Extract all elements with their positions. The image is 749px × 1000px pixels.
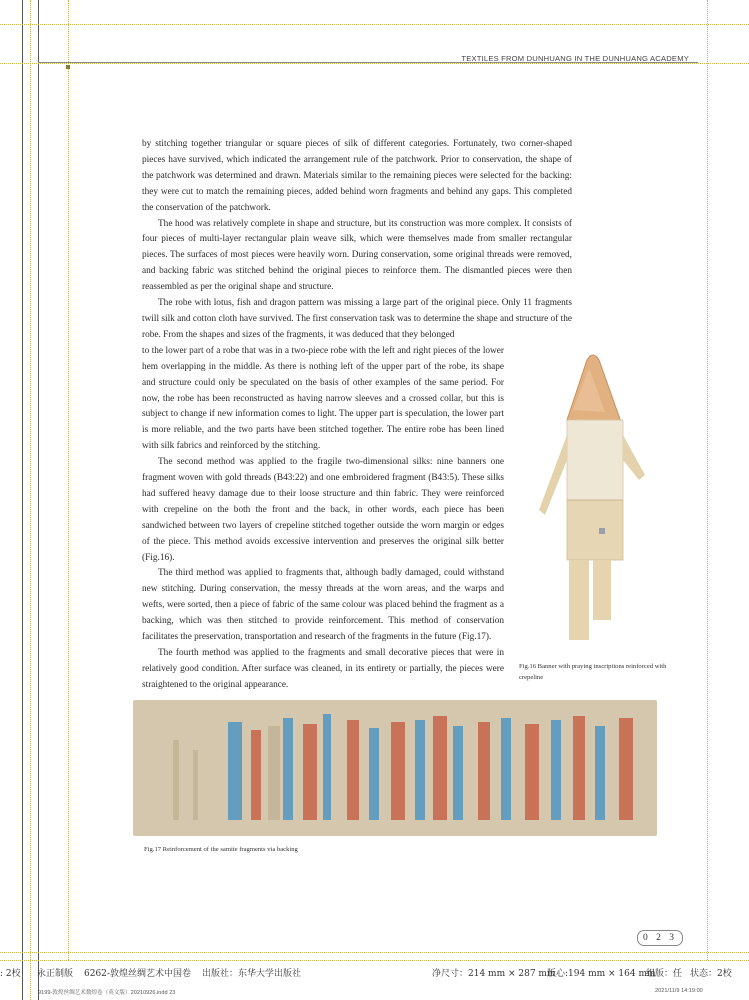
samite-band	[433, 716, 447, 820]
body-text	[142, 137, 572, 694]
samite-band	[369, 728, 379, 820]
samite-band	[173, 740, 179, 820]
samite-band	[283, 718, 293, 820]
banner-lower-panel	[567, 500, 623, 560]
samite-band	[193, 750, 198, 820]
fig16-caption: Fig.16 Banner with praying inscriptions reinforced with crepeline	[519, 663, 667, 681]
samite-band	[478, 722, 490, 820]
paragraph-robe-wide: The robe with lotus, fish and dragon pattern was missing a large part of the original piece. Only 11 fragments twill silk and cotton cloth have survived. The first conservation task was to determine the shape and structure of the robe. From the shapes and sizes of the fragments, it was deduced that they belonged	[142, 298, 572, 340]
samite-band	[415, 720, 425, 820]
bleed-line-top	[0, 24, 749, 25]
margin-line-bottom	[0, 952, 749, 953]
samite-band	[453, 726, 463, 820]
samite-band	[323, 714, 331, 820]
margin-line-left	[68, 0, 69, 960]
samite-band	[595, 726, 605, 820]
crop-line-left	[22, 0, 23, 1000]
banner-tail-right	[593, 560, 611, 620]
slug-status: 状态：2校	[690, 969, 732, 979]
banner-figure	[517, 350, 658, 650]
slug-publisher: 出版社：东华大学出版社	[202, 969, 302, 979]
samite-band	[268, 726, 280, 820]
running-head: TEXTILES FROM DUNHUANG IN THE DUNHUANG ACADEMY	[461, 54, 689, 63]
slug-type-area: 版心:194 mm × 164 mm	[547, 969, 656, 979]
samite-band	[347, 720, 359, 820]
page-number: 0 2 3	[637, 930, 683, 946]
corner-marker	[66, 65, 70, 69]
trim-line-bottom	[0, 960, 749, 961]
paragraph-robe	[142, 296, 572, 455]
paragraph-second-method: The second method was applied to the fragile two-dimensional silks: nine banners one fragment woven with gold threads (B43:22) and one embroidered fragment (B43:5). These silks had suffered heavy damage due to their loose structure and thin fabric. They were reinforced with crepeline on the both the front and the back, in other words, each piece has been sandwiched between two layers of crepeline stitched together outside the worn margin or edges of the piece. This method avoids excessive intervention and preserves the original silk better (Fig.16).	[142, 457, 504, 563]
samite-fragments-figure	[133, 700, 657, 836]
banner-upper-panel	[567, 420, 623, 500]
slug-printer: 永正制版	[37, 969, 74, 979]
samite-band	[501, 718, 511, 820]
samite-band	[619, 718, 633, 820]
paragraph-robe-narrow: to the lower part of a robe that was in a two-piece robe with the left and right pieces of the lower hem overlapping in the middle. As there is nothing left of the upper part of the robe, its shape and structure could only be speculated on the basis of other examples of the same period. For now, the robe has been reconstructed as having narrow sleeves and a crossed collar, but this is subject to change if new information comes to light. The upper part is speculation, the lower part is more reliable, and the two parts have been stitched together. The entire robe has been lined with silk fabrics and reinforced by the stitching.	[142, 345, 504, 452]
slug-timestamp: 2021/11/9 14:19:00	[655, 988, 703, 994]
printer-slug	[0, 966, 749, 982]
fig17-caption: Fig.17 Reinforcement of the samite fragments via backing	[144, 846, 298, 853]
samite-band	[573, 716, 585, 820]
paragraph-third-method: The third method was applied to fragments that, although badly damaged, could withstand new stitching. During conservation, the messy threads at the worn areas, and the warps and wefts, were sorted, then a piece of fabric of the same colour was placed behind the fragment as a backing, which was then stitched to provide reinforcement. This method of conservation facilitates the preservation, transportation and research of the fragments in the future (Fig.17).	[142, 568, 504, 643]
crop-line-left-inner	[38, 0, 39, 1000]
bleed-line-left	[30, 0, 31, 1000]
slug-left-edge: : 2校	[0, 969, 21, 979]
paragraph-hood: The hood was relatively complete in shape and structure, but its construction was more complex. It consists of four pieces of multi-layer rectangular plain weave silk, which were themselves made from smaller rectangular pieces. The surfaces of most pieces were heavily worn. During conservation, some original threads were removed, and backing fabric was stitched behind the original pieces to reinforce them. The dismantled pieces were then reassembled as per the original shape and structure.	[142, 218, 572, 293]
paragraph-fourth-method: The fourth method was applied to the fragments and small decorative pieces that were in relatively good condition. After surface was cleaned, in its entirety or partially, the pieces were straightened to the original appearance.	[142, 648, 504, 690]
samite-band	[551, 720, 561, 820]
samite-band	[303, 724, 317, 820]
margin-line-right	[707, 0, 708, 960]
margin-line-top	[0, 63, 749, 64]
samite-band	[251, 730, 261, 820]
paragraph-patchwork: by stitching together triangular or square pieces of silk of different categories. Fortunately, two corner-shaped pieces have survived, which indicated the arrangement rule of the patchwork. Prior to conservation, the shape of the patchwork was determined and drawn. Materials similar to the remaining pieces were selected for the backing: they were cut to match the remaining pieces, added behind worn fragments and behind any gaps. This completed the conservation of the patchwork.	[142, 139, 572, 213]
samite-band	[228, 722, 242, 820]
banner-tail-left	[569, 560, 589, 640]
slug-group: 组版：任	[646, 969, 683, 979]
slug-trim: 净尺寸：214 mm × 287 mm	[432, 969, 556, 979]
samite-band	[525, 724, 539, 820]
slug-file: 9199-敦煌丝绸艺术数煌卷（英文版）20210926.indd 23	[38, 990, 176, 996]
samite-band	[391, 722, 405, 820]
slug-job: 6262-敦煌丝绸艺术中国卷	[84, 969, 191, 979]
